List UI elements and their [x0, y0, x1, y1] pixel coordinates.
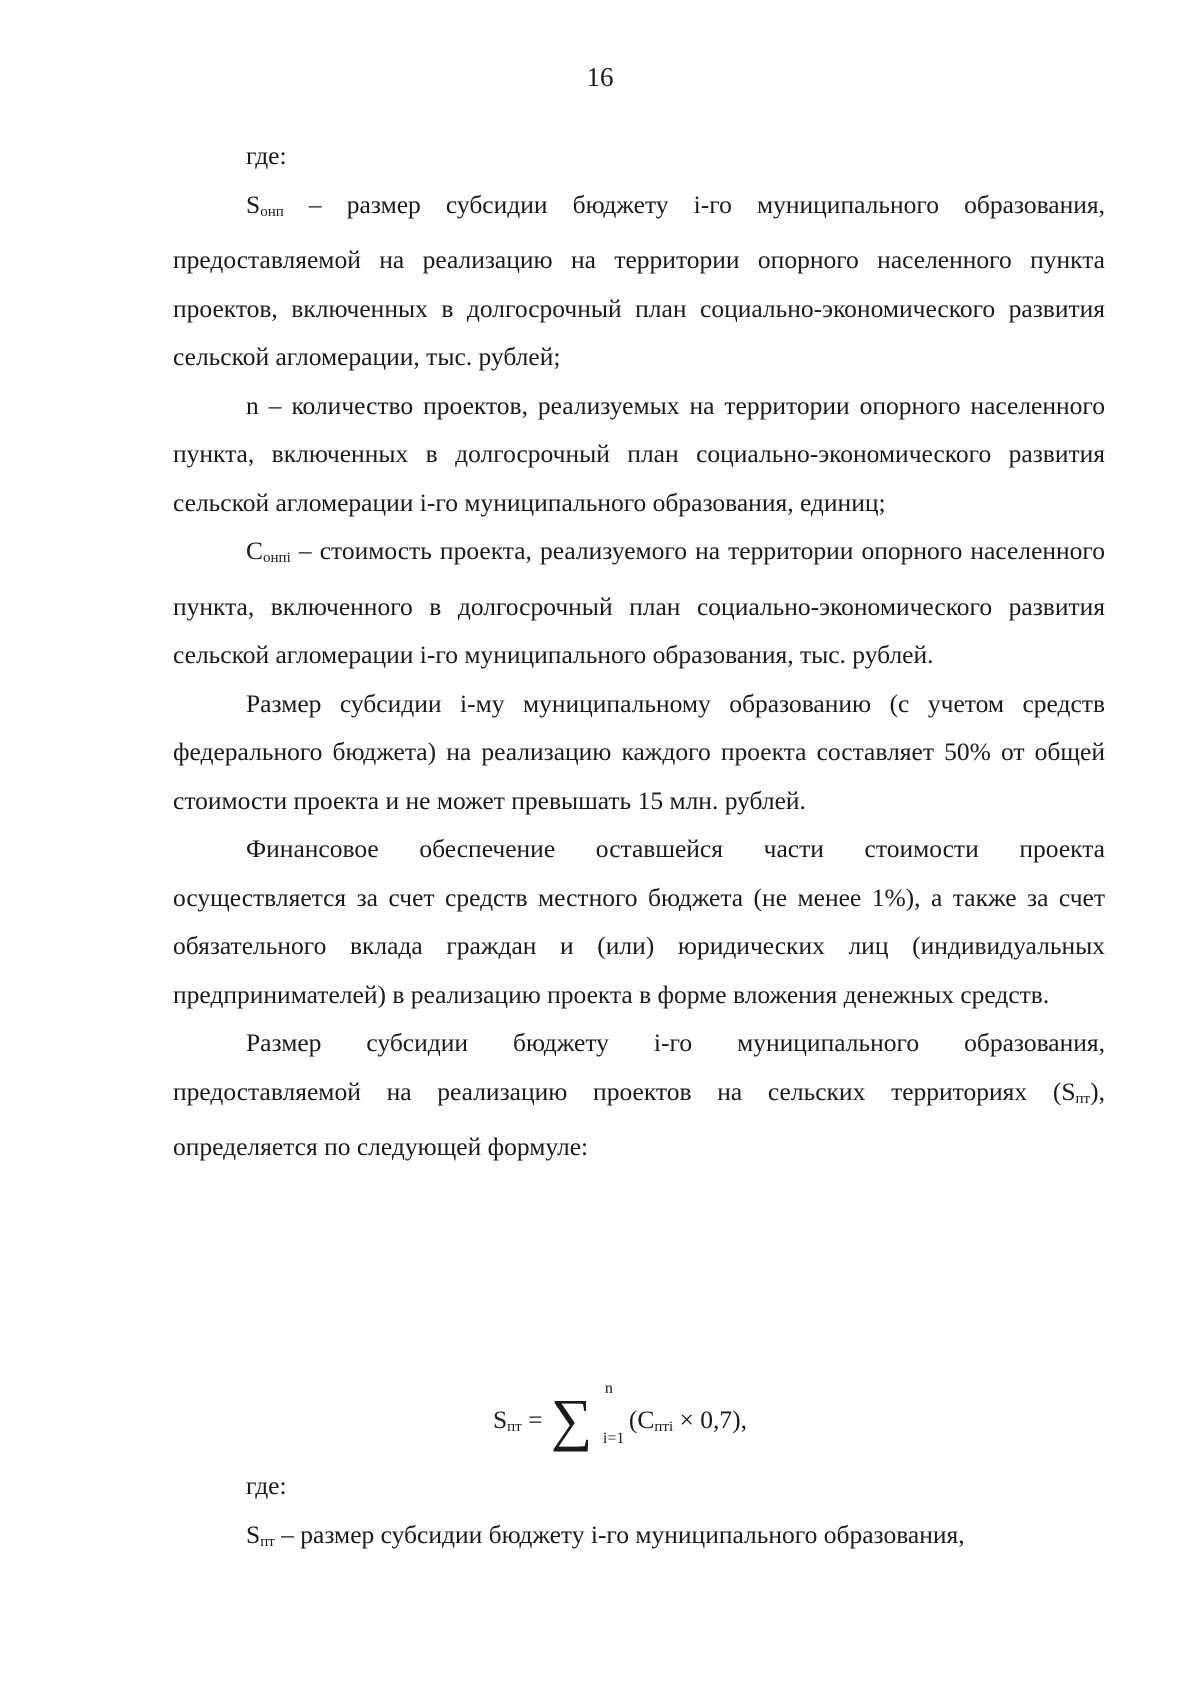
- paragraph-subsidy-size: Размер субсидии i-му муниципальному образованию (с учетом средств федерального бюджета) на реализацию каждого проекта составляет 50% от общей стоимости проекта и не может превышать 15 млн. рублей.: [173, 688, 1105, 815]
- formula-term: ($С_{птi}$: [628, 1404, 674, 1435]
- paragraph-where: где:: [246, 141, 287, 170]
- lower-text: [173, 1462, 1105, 1566]
- paragraph-formula-intro: Размер субсидии бюджету i-го муниципального образования, предоставляемой на реализацию проектов на сельских территориях $(S_{пт})$, определяется по следующей формуле:: [173, 1028, 1105, 1161]
- formula-lhs: $S_{пт}$: [492, 1404, 522, 1435]
- paragraph-sonp-definition: $S_{онп}$ – размер субсидии бюджету i-го муниципального образования, предоставляемой на реализацию на территории опорного населенного пункта проектов, включенных в долгосрочный план социально-экономического развития сельской агломерации, тыс. рублей;: [173, 189, 1105, 371]
- paragraph-n-definition: n – количество проектов, реализуемых на территории опорного населенного пункта, включенных в долгосрочный план социально-экономического развития сельской агломерации i-го муниципального образования, единиц;: [173, 390, 1105, 517]
- symbol-spt: $S_{пт}$: [246, 1519, 275, 1550]
- sigma-upper-limit: n: [604, 1380, 613, 1397]
- body-text: [173, 132, 1105, 1172]
- sigma-lower-limit: i=1: [602, 1430, 625, 1447]
- paragraph-conpi-definition: $С_{онпi}$ – стоимость проекта, реализуемого на территории опорного населенного пункта, включенного в долгосрочный план социально-экономического развития сельской агломерации i-го муниципального образования, тыс. рублей.: [173, 536, 1105, 669]
- paragraph-spt-definition: $S_{пт}$ – размер субсидии бюджету i-го муниципального образования,: [246, 1519, 965, 1550]
- symbol-conpi: $С_{онпi}$: [246, 536, 291, 566]
- formula-equals: =: [521, 1405, 549, 1434]
- paragraph-financing: Финансовое обеспечение оставшейся части стоимости проекта осуществляется за счет средств местного бюджета (не менее 1%), а также за счет обязательного вклада граждан и (или) юридических лиц (индивидуальных предпринимателей) в реализацию проекта в форме вложения денежных средств.: [173, 834, 1105, 1009]
- symbol-sonp: $S_{онп}$: [246, 189, 284, 220]
- sigma-symbol: ∑ n i=1: [550, 1380, 625, 1452]
- formula: [0, 1380, 1200, 1460]
- formula-rest: × 0,7),: [673, 1405, 748, 1434]
- page-number: 16: [586, 62, 614, 92]
- paragraph-where-2: где:: [246, 1471, 287, 1500]
